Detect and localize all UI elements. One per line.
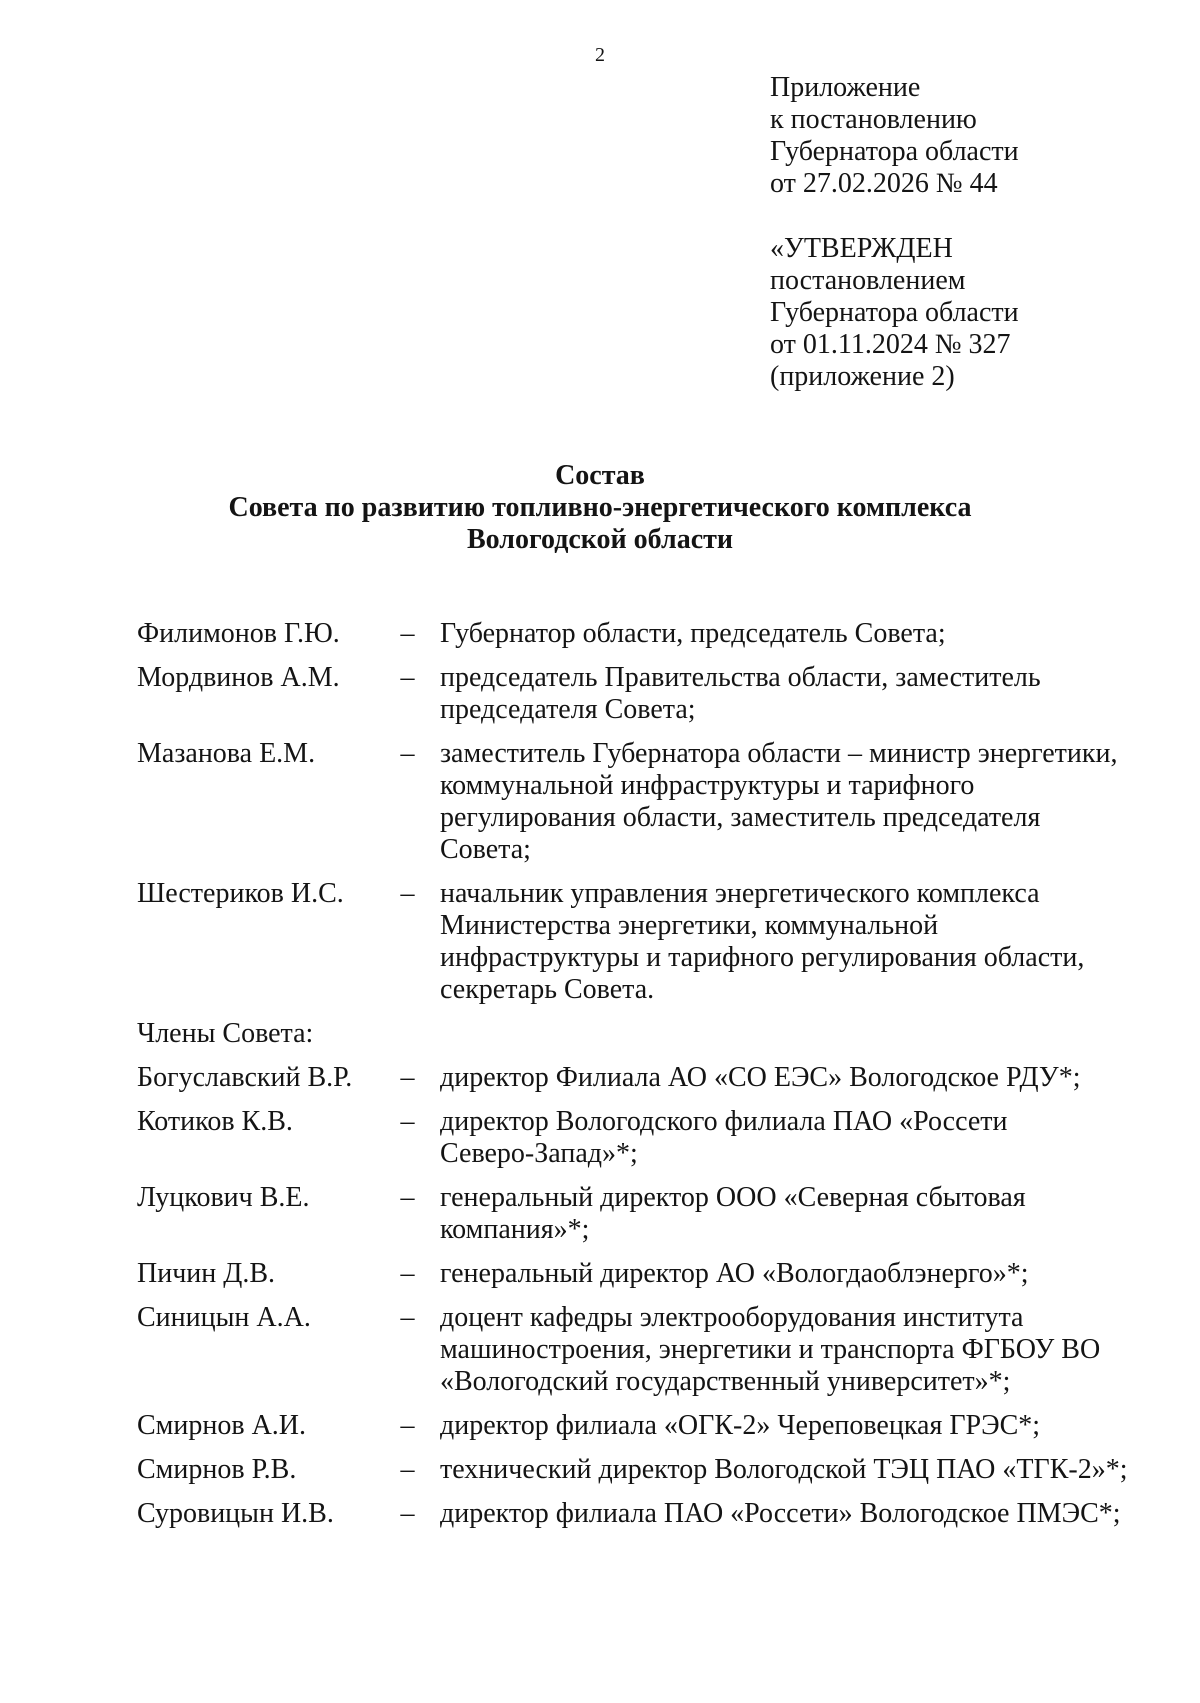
approval-line: (приложение 2) xyxy=(770,361,955,392)
position-line: директор Филиала АО «СО ЕЭС» Вологодское РДУ*; xyxy=(440,1062,1081,1093)
member-row xyxy=(137,1062,1137,1094)
position-line: директор Вологодского филиала ПАО «Россети xyxy=(440,1106,1008,1137)
members-label: Члены Совета: xyxy=(137,1018,314,1049)
member-name: Смирнов А.И. xyxy=(137,1410,307,1441)
dash-separator: – xyxy=(400,1062,415,1093)
appendix-block xyxy=(770,72,1019,200)
member-position xyxy=(430,618,1137,650)
dash-separator: – xyxy=(400,618,415,649)
member-name: Филимонов Г.Ю. xyxy=(137,618,340,649)
position-line: Совета; xyxy=(440,834,531,865)
member-name: Суровицын И.В. xyxy=(137,1498,334,1529)
member-row xyxy=(137,1182,1137,1246)
position-line: компания»*; xyxy=(440,1214,590,1245)
position-line: директор филиала «ОГК-2» Череповецкая ГРЭС*; xyxy=(440,1410,1041,1441)
member-name: Смирнов Р.В. xyxy=(137,1454,297,1485)
member-name: Мазанова Е.М. xyxy=(137,738,316,769)
approval-line: постановлением xyxy=(770,265,966,296)
members-list xyxy=(137,1062,1137,1530)
dash-separator: – xyxy=(400,1302,415,1333)
member-row xyxy=(137,1410,1137,1442)
position-line: «Вологодский государственный университет»*; xyxy=(440,1366,1011,1397)
position-line: доцент кафедры электрооборудования института xyxy=(440,1302,1024,1333)
position-line: директор филиала ПАО «Россети» Вологодское ПМЭС*; xyxy=(440,1498,1121,1529)
member-row xyxy=(137,738,1137,866)
member-position xyxy=(430,1498,1137,1530)
member-position xyxy=(430,1258,1137,1290)
position-line: регулирования области, заместитель председателя xyxy=(440,802,1041,833)
approval-line: Губернатора области xyxy=(770,297,1019,328)
position-line: машиностроения, энергетики и транспорта ФГБОУ ВО xyxy=(440,1334,1101,1365)
member-row xyxy=(137,1302,1137,1398)
appendix-line: к постановлению xyxy=(770,104,977,135)
position-line: председатель Правительства области, заместитель xyxy=(440,662,1041,693)
member-position xyxy=(430,1410,1137,1442)
member-position xyxy=(430,878,1137,1006)
position-line: Северо-Запад»*; xyxy=(440,1138,638,1169)
member-row xyxy=(137,878,1137,1006)
position-line: заместитель Губернатора области – министр энергетики, xyxy=(440,738,1118,769)
dash-separator: – xyxy=(400,1498,415,1529)
dash-separator: – xyxy=(400,738,415,769)
position-line: инфраструктуры и тарифного регулирования области, xyxy=(440,942,1085,973)
position-line: председателя Совета; xyxy=(440,694,696,725)
dash-separator: – xyxy=(400,662,415,693)
position-line: начальник управления энергетического комплекса xyxy=(440,878,1040,909)
member-position xyxy=(430,1106,1137,1170)
dash-separator: – xyxy=(400,1182,415,1213)
member-name: Богуславский В.Р. xyxy=(137,1062,353,1093)
dash-separator: – xyxy=(400,1258,415,1289)
position-line: Министерства энергетики, коммунальной xyxy=(440,910,939,941)
approval-line: от 01.11.2024 № 327 xyxy=(770,329,1011,360)
position-line: коммунальной инфраструктуры и тарифного xyxy=(440,770,975,801)
member-position xyxy=(430,1302,1137,1398)
leadership-list xyxy=(137,618,1137,1006)
member-position xyxy=(430,662,1137,726)
approval-line: «УТВЕРЖДЕН xyxy=(770,233,953,264)
appendix-line: от 27.02.2026 № 44 xyxy=(770,168,998,199)
member-position xyxy=(430,1454,1137,1486)
appendix-line: Приложение xyxy=(770,72,921,103)
document-title xyxy=(0,460,1200,556)
member-row xyxy=(137,1258,1137,1290)
member-name: Пичин Д.В. xyxy=(137,1258,276,1289)
member-name: Синицын А.А. xyxy=(137,1302,311,1333)
position-line: генеральный директор ООО «Северная сбытовая xyxy=(440,1182,1026,1213)
member-name: Шестериков И.С. xyxy=(137,878,344,909)
member-position xyxy=(430,1182,1137,1246)
approval-block xyxy=(770,233,1019,393)
dash-separator: – xyxy=(400,1454,415,1485)
dash-separator: – xyxy=(400,1410,415,1441)
dash-separator: – xyxy=(400,878,415,909)
position-line: технический директор Вологодской ТЭЦ ПАО «ТГК-2»*; xyxy=(440,1454,1128,1485)
dash-separator: – xyxy=(400,1106,415,1137)
member-name: Котиков К.В. xyxy=(137,1106,293,1137)
title-line: Вологодской области xyxy=(466,524,734,555)
title-line: Совета по развитию топливно-энергетического комплекса xyxy=(228,492,972,523)
position-line: секретарь Совета. xyxy=(440,974,655,1005)
member-row xyxy=(137,662,1137,726)
position-line: генеральный директор АО «Вологдаоблэнерго»*; xyxy=(440,1258,1029,1289)
member-position xyxy=(430,738,1137,866)
member-row xyxy=(137,618,1137,650)
member-name: Мордвинов А.М. xyxy=(137,662,340,693)
member-row xyxy=(137,1498,1137,1530)
member-row xyxy=(137,1106,1137,1170)
member-row xyxy=(137,1454,1137,1486)
title-line: Состав xyxy=(555,460,645,491)
member-position xyxy=(430,1062,1137,1094)
appendix-line: Губернатора области xyxy=(770,136,1019,167)
page-number: 2 xyxy=(595,44,605,66)
council-composition xyxy=(137,618,1137,1542)
member-name: Луцкович В.Е. xyxy=(137,1182,310,1213)
position-line: Губернатор области, председатель Совета; xyxy=(440,618,946,649)
